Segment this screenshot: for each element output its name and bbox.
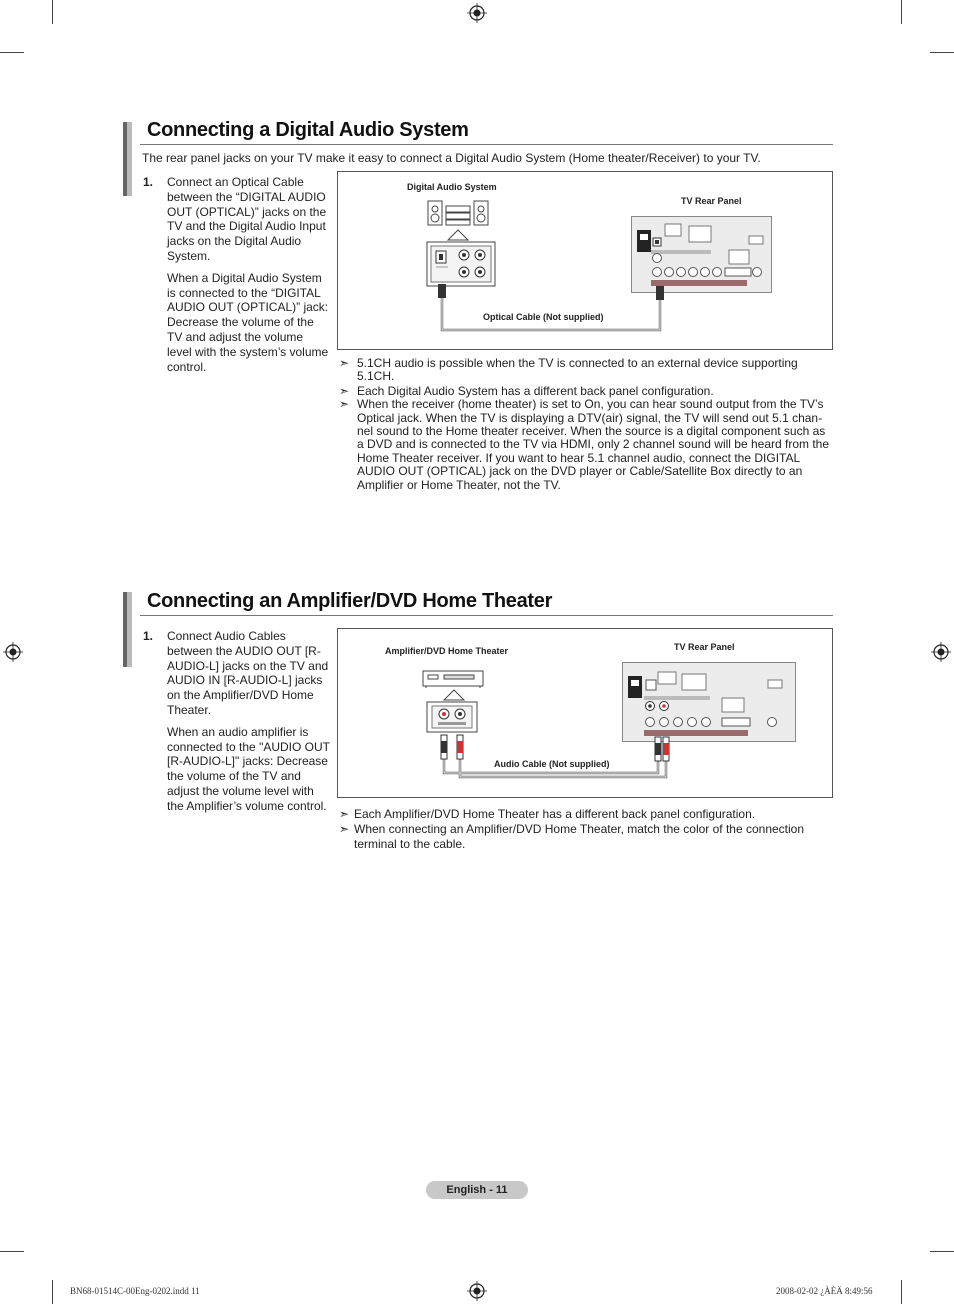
note-item: ➣ When the receiver (home theater) is set to On, you can hear sound output from the TV’s Optical jack. When the TV is displaying a DTV(air) signal, the TV will send out 5.1 chan- nel sound to the Home theater receiver. When the source is a digital component such as a DVD and is connected to the TV via HDMI, only 2 channel sound will be heard from the Home Theater receiver. If you want to hear 5.1 channel audio, connect the DIGITAL AUDIO OUT (OPTICAL) jack on the DVD player or Cable/Satellite Box directly to an Amplifier or Home Theater, not the TV.	[339, 397, 830, 492]
step-number: 1.	[143, 629, 154, 643]
title-rule	[140, 615, 833, 616]
connection-diagram	[337, 171, 833, 350]
dvd-player-icon	[422, 669, 484, 689]
crop-mark	[0, 1251, 24, 1252]
optical-cable-icon	[434, 282, 669, 334]
step-paragraph: Connect Audio Cables between the AUDIO OUT [R-AUDIO-L] jacks on the TV and AUDIO IN [R-AUDIO-L] jacks on the Amplifier/DVD Home Theater.	[167, 629, 329, 717]
cable-label: Audio Cable (Not supplied)	[494, 759, 610, 769]
step-paragraph: When a Digital Audio System is connected to the “DIGITAL AUDIO OUT (OPTICAL)” jack: Decrease the volume of the TV and adjust the volume level with the system’s volume control.	[167, 270, 329, 374]
tv-label: TV Rear Panel	[674, 642, 735, 652]
arrow-right-icon: ➣	[339, 822, 350, 836]
page-number-badge: English - 11	[426, 1181, 528, 1199]
cable-label: Optical Cable (Not supplied)	[483, 312, 604, 322]
intro-text: The rear panel jacks on your TV make it easy to connect a Digital Audio System (Home theater/Receiver) to your TV.	[142, 151, 761, 165]
arrow-right-icon: ➣	[339, 356, 350, 370]
crop-mark	[930, 1251, 954, 1252]
step-paragraph: When an audio amplifier is connected to the "AUDIO OUT [R-AUDIO-L]" jacks: Decrease the volume of the TV and adjust the volume level with the Amplifier’s volume control.	[167, 724, 330, 813]
crop-mark	[901, 0, 902, 24]
device-jack-panel	[426, 701, 478, 733]
step-text	[167, 629, 333, 821]
device-jack-panel	[426, 241, 496, 287]
step-text	[167, 175, 331, 381]
crop-mark	[901, 1280, 902, 1304]
note-item: ➣ Each Amplifier/DVD Home Theater has a different back panel configuration.	[339, 807, 756, 821]
crop-mark	[52, 0, 53, 24]
step-paragraph: Connect an Optical Cable between the “DIGITAL AUDIO OUT (OPTICAL)” jacks on the TV and the Digital Audio Input jacks on the Digital Audio System.	[167, 175, 327, 263]
registration-mark-icon	[931, 642, 951, 662]
section-bar	[123, 122, 132, 196]
tv-rear-panel	[622, 662, 796, 742]
file-slug: BN68-01514C-00Eng-0202.indd 11	[70, 1286, 200, 1296]
registration-mark-icon	[467, 3, 487, 23]
crop-mark	[52, 1280, 53, 1304]
crop-mark	[0, 52, 24, 53]
notes-list	[339, 807, 819, 852]
crop-mark	[930, 52, 954, 53]
arrow-up-icon	[446, 229, 470, 241]
arrow-right-icon: ➣	[339, 397, 350, 412]
note-item: ➣ 5.1CH audio is possible when the TV is connected to an external device supporting 5.1CH.	[339, 356, 798, 384]
section-title: Connecting an Amplifier/DVD Home Theater	[147, 590, 553, 612]
registration-mark-icon	[3, 642, 23, 662]
arrow-right-icon: ➣	[339, 383, 350, 398]
device-label: Amplifier/DVD Home Theater	[385, 646, 509, 656]
notes-list	[339, 357, 834, 492]
arrow-up-icon	[442, 689, 466, 701]
title-rule	[140, 144, 833, 145]
section-title: Connecting a Digital Audio System	[147, 119, 469, 141]
timestamp-slug: 2008-02-02 ¿ÀÈÄ 8:49:56	[776, 1286, 873, 1296]
registration-mark-icon	[467, 1281, 487, 1301]
device-label: Digital Audio System	[407, 182, 497, 192]
step-number: 1.	[143, 175, 154, 189]
arrow-right-icon: ➣	[339, 807, 350, 821]
note-item: ➣ When connecting an Amplifier/DVD Home Theater, match the color of the connection terminal to the cable.	[339, 822, 805, 851]
digital-audio-system-icon	[426, 198, 490, 228]
note-item: ➣ Each Digital Audio System has a different back panel configuration.	[339, 383, 714, 398]
tv-label: TV Rear Panel	[681, 196, 742, 206]
section-bar	[123, 592, 132, 667]
audio-cable-icon	[434, 733, 674, 785]
connection-diagram	[337, 628, 833, 798]
